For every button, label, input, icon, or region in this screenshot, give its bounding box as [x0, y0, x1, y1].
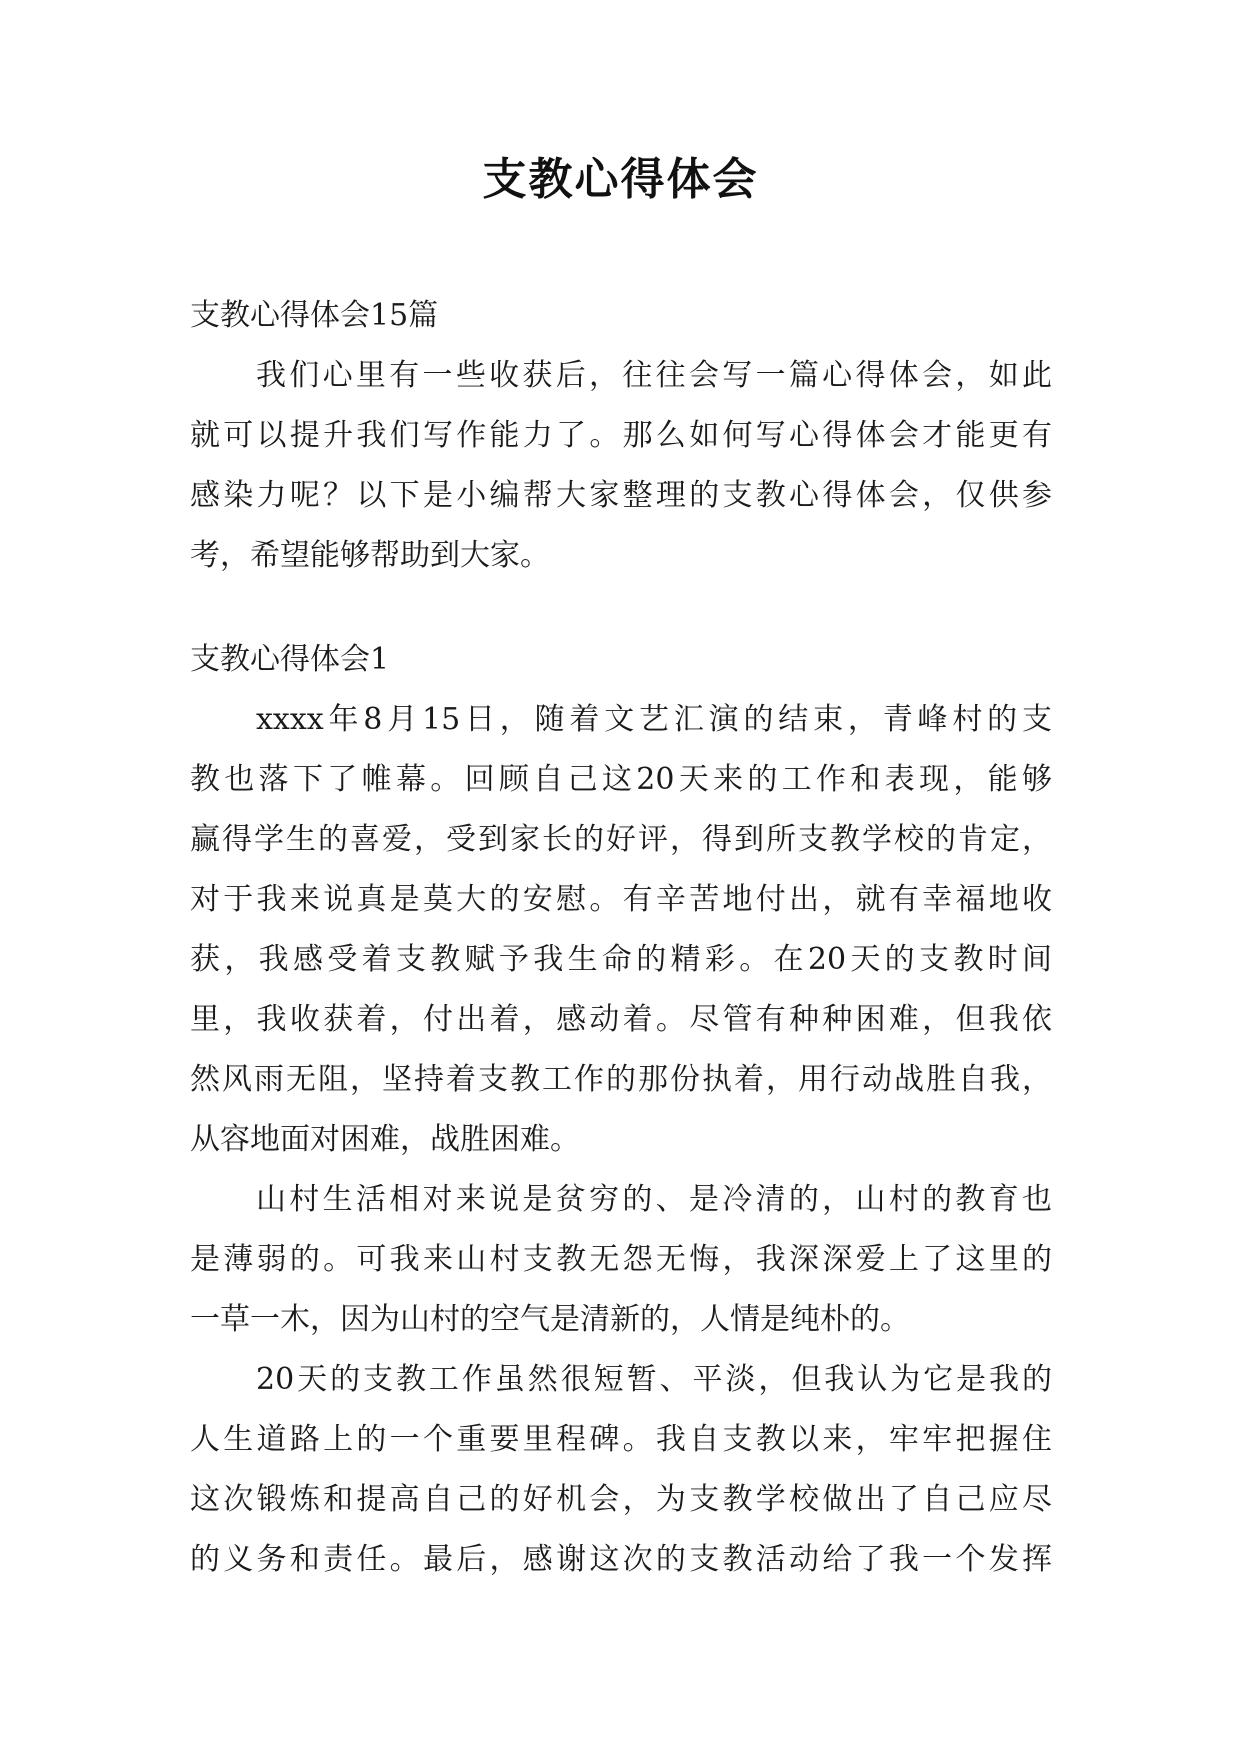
paragraph-line: 赢得学生的喜爱，受到家长的好评，得到所支教学校的肯定， — [190, 822, 1052, 857]
section1-paragraph-3 — [190, 1350, 1052, 1590]
paragraph-line: 考，希望能够帮助到大家。 — [190, 538, 550, 573]
paragraph-line: 教也落下了帷幕。回顾自己这20天来的工作和表现，能够 — [190, 762, 1052, 797]
paragraph-line: 的义务和责任。最后，感谢这次的支教活动给了我一个发挥 — [190, 1542, 1052, 1577]
paragraph-line: 山村生活相对来说是贫穷的、是冷清的，山村的教育也 — [256, 1182, 1052, 1217]
paragraph-line: 一草一木，因为山村的空气是清新的，人情是纯朴的。 — [190, 1302, 910, 1337]
intro-paragraph — [190, 346, 1052, 586]
paragraph-line: 我们心里有一些收获后，往往会写一篇心得体会，如此 — [256, 358, 1052, 393]
paragraph-line: 对于我来说真是莫大的安慰。有辛苦地付出，就有幸福地收 — [190, 882, 1052, 917]
paragraph-line: xxxx年8月15日，随着文艺汇演的结束，青峰村的支 — [256, 702, 1052, 737]
section1-paragraph-2 — [190, 1170, 1052, 1350]
document-body — [190, 286, 1052, 1590]
paragraph-line: 从容地面对困难，战胜困难。 — [190, 1122, 580, 1157]
collection-heading: 支教心得体会15篇 — [190, 298, 439, 333]
paragraph-line: 是薄弱的。可我来山村支教无怨无悔，我深深爱上了这里的 — [190, 1242, 1052, 1277]
document-title: 支教心得体会 — [482, 154, 759, 205]
paragraph-line: 20天的支教工作虽然很短暂、平淡，但我认为它是我的 — [256, 1362, 1052, 1397]
paragraph-line: 里，我收获着，付出着，感动着。尽管有种种困难，但我依 — [190, 1002, 1052, 1037]
section-spacer — [190, 586, 1052, 630]
section1-paragraph-1 — [190, 690, 1052, 1170]
paragraph-line: 人生道路上的一个重要里程碑。我自支教以来，牢牢把握住 — [190, 1422, 1052, 1457]
paragraph-line: 然风雨无阻，坚持着支教工作的那份执着，用行动战胜自我， — [190, 1062, 1052, 1097]
paragraph-line: 感染力呢？以下是小编帮大家整理的支教心得体会，仅供参 — [190, 478, 1052, 513]
paragraph-line: 这次锻炼和提高自己的好机会，为支教学校做出了自己应尽 — [190, 1482, 1052, 1517]
section-heading: 支教心得体会1 — [190, 642, 390, 677]
paragraph-line: 获，我感受着支教赋予我生命的精彩。在20天的支教时间 — [190, 942, 1052, 977]
paragraph-line: 就可以提升我们写作能力了。那么如何写心得体会才能更有 — [190, 418, 1052, 453]
